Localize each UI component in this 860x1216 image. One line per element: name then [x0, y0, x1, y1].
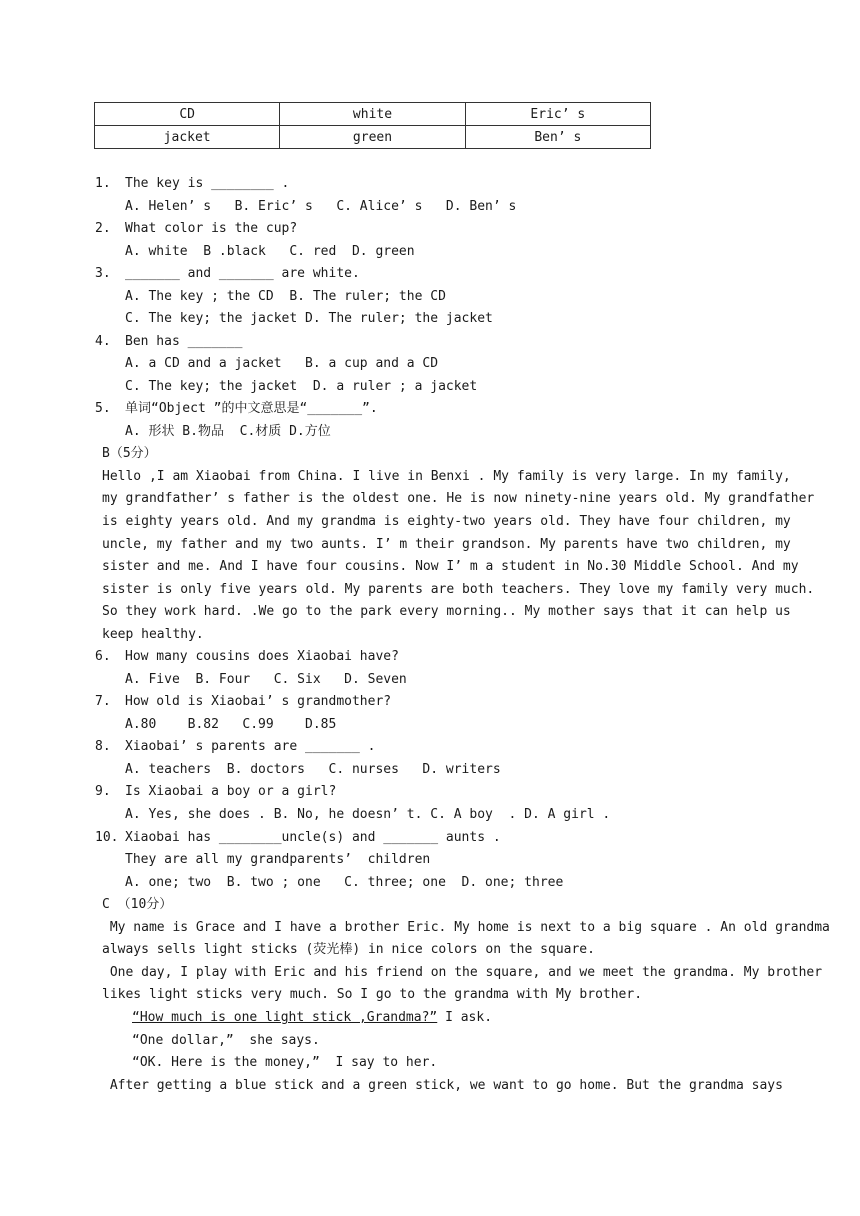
question-9-stem: Is Xiaobai a boy or a girl?	[125, 784, 337, 799]
question-7-number: 7.	[95, 694, 111, 709]
table-row	[95, 126, 651, 149]
question-9-number: 9.	[95, 784, 111, 799]
passage-b-line: sister and me. And I have four cousins. Now I’ m a student in No.30 Middle School. And my	[102, 559, 799, 574]
table-cell: green	[280, 126, 465, 149]
table-cell: Eric’ s	[465, 103, 650, 126]
dialogue-line-1	[132, 1009, 492, 1027]
question-10-stem-line-2: They are all my grandparents’ children	[125, 852, 431, 867]
passage-b-line: So they work hard. .We go to the park every morning.. My mother says that it can help us	[102, 604, 791, 619]
passage-c-line: always sells light sticks (荧光棒) in nice colors on the square.	[102, 942, 595, 957]
question-3-number: 3.	[95, 266, 111, 281]
passage-b-line: my grandfather’ s father is the oldest one. He is now ninety-nine years old. My grandfather	[102, 491, 815, 506]
passage-c-line: likes light sticks very much. So I go to the grandma with My brother.	[102, 987, 643, 1002]
question-3-options-line-1: A. The key ; the CD B. The ruler; the CD	[125, 289, 446, 304]
question-9-options: A. Yes, she does . B. No, he doesn’ t. C. A boy . D. A girl .	[125, 807, 611, 822]
question-2-stem: What color is the cup?	[125, 221, 298, 236]
question-1-number: 1.	[95, 176, 111, 191]
question-5-stem: 单词“Object ”的中文意思是“_______”.	[125, 401, 378, 416]
passage-b-line: sister is only five years old. My parents are both teachers. They love my family very much.	[102, 582, 815, 597]
passage-c-line: My name is Grace and I have a brother Eric. My home is next to a big square . An old grandma	[102, 920, 830, 935]
question-8-stem: Xiaobai’ s parents are _______ .	[125, 739, 376, 754]
dialogue-line-1-tail: I ask.	[437, 1010, 493, 1025]
question-10-number: 10.	[95, 830, 119, 845]
section-b-heading: B（5分）	[102, 446, 157, 461]
question-7-options: A.80 B.82 C.99 D.85	[125, 717, 337, 732]
table-row	[95, 103, 651, 126]
dialogue-line-3: “OK. Here is the money,” I say to her.	[132, 1055, 438, 1070]
question-3-options-line-2: C. The key; the jacket D. The ruler; the jacket	[125, 311, 493, 326]
table-cell: Ben’ s	[465, 126, 650, 149]
question-4-options-line-1: A. a CD and a jacket B. a cup and a CD	[125, 356, 439, 371]
question-5-number: 5.	[95, 401, 111, 416]
question-8-number: 8.	[95, 739, 111, 754]
question-2-options: A. white B .black C. red D. green	[125, 244, 415, 259]
table-cell: jacket	[95, 126, 280, 149]
passage-b-line: Hello ,I am Xiaobai from China. I live in Benxi . My family is very large. In my family,	[102, 469, 791, 484]
question-6-number: 6.	[95, 649, 111, 664]
table-cell: white	[280, 103, 465, 126]
dialogue-line-2: “One dollar,” she says.	[132, 1033, 320, 1048]
question-5-options: A. 形状 B.物品 C.材质 D.方位	[125, 424, 331, 439]
question-6-options: A. Five B. Four C. Six D. Seven	[125, 672, 407, 687]
question-8-options: A. teachers B. doctors C. nurses D. writers	[125, 762, 501, 777]
passage-b-line: is eighty years old. And my grandma is eighty-two years old. They have four children, my	[102, 514, 791, 529]
dialogue-underlined-question: “How much is one light stick ,Grandma?”	[132, 1010, 438, 1025]
question-2-number: 2.	[95, 221, 111, 236]
table-cell: CD	[95, 103, 280, 126]
passage-c-line: One day, I play with Eric and his friend on the square, and we meet the grandma. My brother	[102, 965, 823, 980]
passage-c-line: After getting a blue stick and a green stick, we want to go home. But the grandma says	[102, 1078, 783, 1093]
passage-b-line: keep healthy.	[102, 627, 204, 642]
question-4-number: 4.	[95, 334, 111, 349]
question-4-options-line-2: C. The key; the jacket D. a ruler ; a jacket	[125, 379, 478, 394]
question-6-stem: How many cousins does Xiaobai have?	[125, 649, 399, 664]
question-3-stem: _______ and _______ are white.	[125, 266, 360, 281]
items-table	[94, 102, 651, 149]
question-4-stem: Ben has _______	[125, 334, 243, 349]
section-c-heading: C （10分）	[102, 897, 173, 912]
question-10-options: A. one; two B. two ; one C. three; one D. one; three	[125, 875, 564, 890]
question-1-stem: The key is ________ .	[125, 176, 290, 191]
question-7-stem: How old is Xiaobai’ s grandmother?	[125, 694, 392, 709]
question-10-stem: Xiaobai has ________uncle(s) and _______ aunts .	[125, 830, 501, 845]
passage-b-line: uncle, my father and my two aunts. I’ m their grandson. My parents have two children, my	[102, 537, 791, 552]
question-1-options: A. Helen’ s B. Eric’ s C. Alice’ s D. Ben’ s	[125, 199, 517, 214]
